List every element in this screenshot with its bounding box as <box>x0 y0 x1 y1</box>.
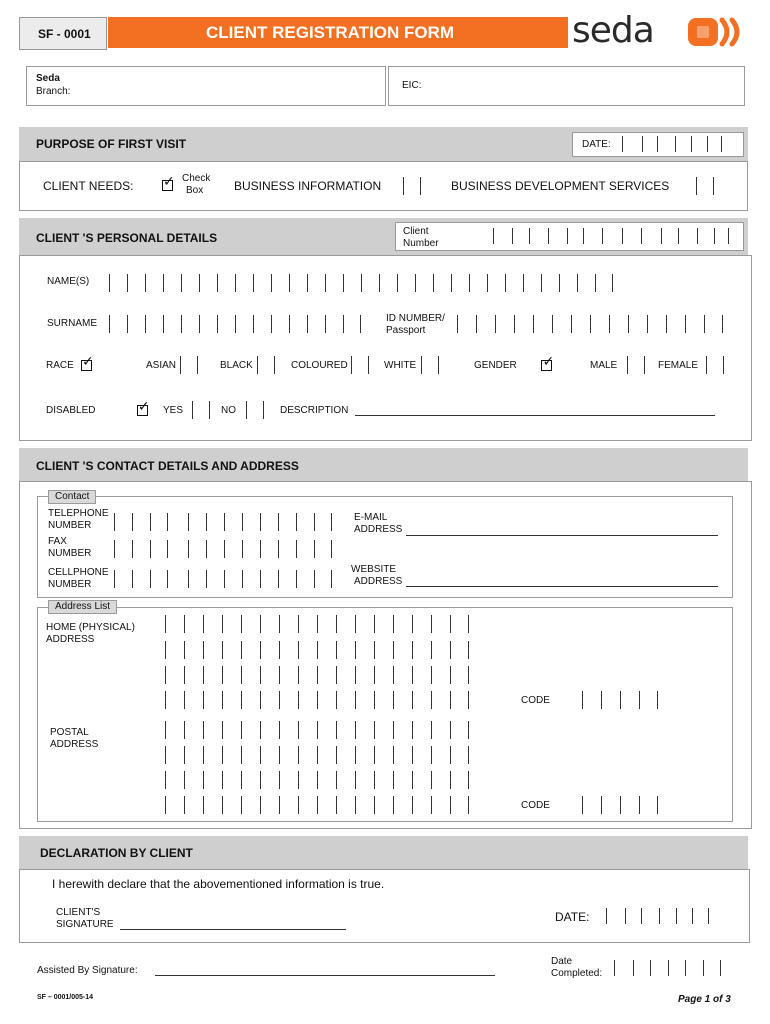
purpose-heading: PURPOSE OF FIRST VISIT <box>36 137 187 151</box>
bds-checkbox[interactable] <box>696 177 714 195</box>
declaration-header <box>19 836 748 869</box>
contact-legend: Contact <box>48 490 96 504</box>
race-label: RACE <box>46 360 74 371</box>
date-completed-input[interactable] <box>614 960 721 976</box>
home-address-line-3[interactable] <box>165 666 469 684</box>
form-code: SF - 0001 <box>38 27 91 41</box>
form-reference: SF – 0001/005-14 <box>37 994 94 1001</box>
white-label: WHITE <box>384 360 417 371</box>
date-completed-label-2: Completed: <box>551 968 603 979</box>
telephone-code-input[interactable] <box>114 513 168 531</box>
client-number-label-1: Client <box>403 226 429 237</box>
personal-heading: CLIENT 'S PERSONAL DETAILS <box>36 231 218 245</box>
cellphone-label-2: NUMBER <box>48 579 92 590</box>
declaration-body <box>19 869 750 943</box>
postal-label-2: ADDRESS <box>50 739 99 750</box>
branch-box[interactable] <box>26 66 386 106</box>
home-address-line-2[interactable] <box>165 641 469 659</box>
male-label: MALE <box>590 360 618 371</box>
declaration-heading: DECLARATION BY CLIENT <box>40 846 193 860</box>
postal-address-line-3[interactable] <box>165 771 469 789</box>
date-label: DATE: <box>582 139 611 150</box>
address-fieldset <box>37 607 733 822</box>
fax-label-2: NUMBER <box>48 548 92 559</box>
disabled-check-icon <box>137 404 150 417</box>
purpose-body <box>19 161 748 211</box>
black-checkbox[interactable] <box>257 356 275 374</box>
telephone-label-2: NUMBER <box>48 520 92 531</box>
home-address-line-1[interactable] <box>165 615 469 633</box>
bds-label: BUSINESS DEVELOPMENT SERVICES <box>451 179 670 193</box>
form-title: CLIENT REGISTRATION FORM <box>206 23 455 42</box>
no-checkbox[interactable] <box>246 401 264 419</box>
coloured-label: COLOURED <box>291 360 348 371</box>
client-signature-input[interactable] <box>120 928 346 930</box>
contact-header <box>19 448 748 481</box>
business-info-label: BUSINESS INFORMATION <box>234 179 382 193</box>
postal-address-line-2[interactable] <box>165 746 469 764</box>
assisted-label: Assisted By Signature: <box>37 965 138 976</box>
email-input[interactable] <box>406 534 718 536</box>
logo-wordmark: seda <box>572 10 654 51</box>
website-label-1: WEBSITE <box>351 564 397 575</box>
home-address-line-4[interactable] <box>165 691 469 709</box>
names-label: NAME(S) <box>47 276 90 287</box>
logo-mark-icon <box>688 16 746 48</box>
gender-check-icon <box>541 359 554 372</box>
date-box <box>572 132 744 157</box>
address-legend: Address List <box>48 600 117 614</box>
contact-body <box>19 481 752 829</box>
personal-body <box>19 255 752 441</box>
check-icon <box>162 179 175 192</box>
home-label-1: HOME (PHYSICAL) <box>46 622 135 633</box>
disabled-label: DISABLED <box>46 405 96 416</box>
cellphone-number-input[interactable] <box>188 570 332 588</box>
postal-address-line-1[interactable] <box>165 721 469 739</box>
asian-checkbox[interactable] <box>180 356 198 374</box>
home-code-input[interactable] <box>582 691 658 709</box>
signature-label-2: SIGNATURE <box>56 919 114 930</box>
surname-label: SURNAME <box>47 318 98 329</box>
no-label: NO <box>221 405 236 416</box>
female-label: FEMALE <box>658 360 699 371</box>
eic-label: EIC: <box>402 80 422 91</box>
purpose-header <box>19 127 748 161</box>
client-number-label-2: Number <box>403 238 439 249</box>
description-input[interactable] <box>355 414 715 416</box>
telephone-number-input[interactable] <box>188 513 332 531</box>
home-code-label: CODE <box>521 695 550 706</box>
date-input[interactable] <box>622 136 722 152</box>
form-code-box <box>19 17 107 50</box>
client-needs-label: CLIENT NEEDS: <box>43 179 134 193</box>
surname-input[interactable] <box>109 315 361 333</box>
seda-logo <box>570 10 750 51</box>
declaration-statement: I herewith declare that the abovementioned information is true. <box>52 877 385 891</box>
coloured-checkbox[interactable] <box>351 356 369 374</box>
check-box-label-1: Check <box>182 173 211 184</box>
asian-label: ASIAN <box>146 360 177 371</box>
assisted-signature-input[interactable] <box>155 974 495 976</box>
description-label: DESCRIPTION <box>280 405 349 416</box>
declaration-date-label: DATE: <box>555 910 590 924</box>
cellphone-code-input[interactable] <box>114 570 168 588</box>
id-input[interactable] <box>457 315 723 333</box>
postal-label-1: POSTAL <box>50 727 89 738</box>
telephone-label-1: TELEPHONE <box>48 508 109 519</box>
postal-address-line-4[interactable] <box>165 796 469 814</box>
cellphone-label-1: CELLPHONE <box>48 567 109 578</box>
id-label-1: ID NUMBER/ <box>386 313 445 324</box>
date-completed-label-1: Date <box>551 956 573 967</box>
title-banner <box>108 17 568 48</box>
home-label-2: ADDRESS <box>46 634 95 645</box>
email-label-2: ADDRESS <box>354 524 403 535</box>
gender-label: GENDER <box>474 360 517 371</box>
postal-code-label: CODE <box>521 800 550 811</box>
seda-label: Seda <box>36 73 60 84</box>
black-label: BLACK <box>220 360 253 371</box>
postal-code-input[interactable] <box>582 796 658 814</box>
declaration-date-input[interactable] <box>606 908 709 924</box>
eic-box[interactable] <box>388 66 745 106</box>
yes-label: YES <box>163 405 184 416</box>
website-label-2: ADDRESS <box>354 576 403 587</box>
race-check-icon <box>81 359 94 372</box>
fax-number-input[interactable] <box>188 540 332 558</box>
male-checkbox[interactable] <box>627 356 645 374</box>
fax-label-1: FAX <box>48 536 67 547</box>
client-number-box <box>395 222 744 251</box>
personal-header <box>19 218 748 255</box>
fax-code-input[interactable] <box>114 540 168 558</box>
id-label-2: Passport <box>386 325 426 336</box>
email-label-1: E-MAIL <box>354 512 388 523</box>
white-checkbox[interactable] <box>421 356 439 374</box>
website-input[interactable] <box>406 585 718 587</box>
female-checkbox[interactable] <box>706 356 724 374</box>
business-info-checkbox[interactable] <box>403 177 421 195</box>
page-number: Page 1 of 3 <box>678 994 731 1005</box>
check-box-label-2: Box <box>186 185 204 196</box>
signature-label-1: CLIENT'S <box>56 907 101 918</box>
names-input[interactable] <box>109 274 613 292</box>
yes-checkbox[interactable] <box>192 401 210 419</box>
contact-heading: CLIENT 'S CONTACT DETAILS AND ADDRESS <box>36 459 299 473</box>
client-number-input[interactable] <box>493 228 729 244</box>
branch-label: Branch: <box>36 86 71 97</box>
